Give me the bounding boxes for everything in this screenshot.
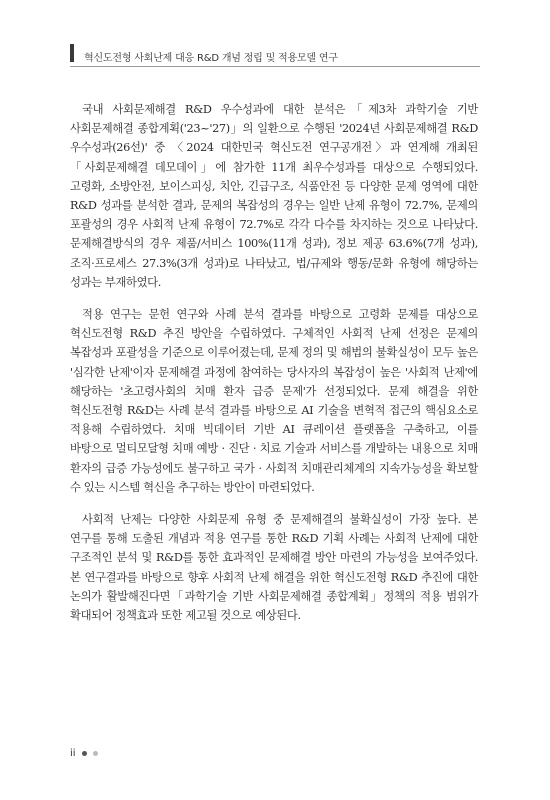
body-text	[70, 100, 478, 638]
header-accent-bar	[70, 44, 74, 62]
page-number: ii	[70, 748, 76, 759]
paragraph-1: 국내 사회문제해결 R&D 우수성과에 대한 분석은「제3차 과학기술 기반 사회문제해결 종합계획('23~'27)」의 일환으로 수행된 '2024년 사회문제해결 R&D 우수성과(26선)' 중 〈2024 대한민국 혁신도전 연구공개전〉과 연계해 개최된「사회문제해결 데모데이」에 참가한 11개 최우수성과를 대상으로 수행되었다. 고령화, 소방안전, 보이스피싱, 치안, 긴급구조, 식품안전 등 다양한 문제 영역에 대한 R&D 성과를 분석한 결과, 문제의 복잡성의 경우는 일반 난제 유형이 72.7%, 문제의 포괄성의 경우 사회적 난제 유형이 72.7%로 각각 다수를 차지하는 것으로 나타났다. 문제해결방식의 경우 제품/서비스 100%(11개 성과), 정보 제공 63.6%(7개 성과), 조직·프로세스 27.3%(3개 성과)로 나타났고, 법/규제와 행동/문화 유형에 해당하는 성과는 부재하였다.	[70, 103, 478, 289]
folio-dot-dark-icon	[82, 751, 87, 756]
paragraph-2: 적용 연구는 문헌 연구와 사례 분석 결과를 바탕으로 고령화 문제를 대상으로 혁신도전형 R&D 추진 방안을 수립하였다. 구체적인 사회적 난제 선정은 문제의 복잡성과 포괄성을 기준으로 이루어졌는데, 문제 정의 및 해법의 불확실성이 모두 높은 '심각한 난제'이자 문제해결 과정에 참여하는 당사자의 복잡성이 높은 '사회적 난제'에 해당하는 '초고령사회의 치매 환자 급증 문제'가 선정되었다. 문제 해결을 위한 혁신도전형 R&D는 사례 분석 결과를 바탕으로 AI 기술을 변혁적 접근의 핵심요소로 적용해 수립하였다. 치매 빅데이터 기반 AI 큐레이션 플랫폼을 구축하고, 이를 바탕으로 멀티모달형 치매 예방 · 진단 · 치료 기술과 서비스를 개발하는 내용으로 치매 환자의 급증 가능성에도 불구하고 국가 · 사회적 치매관리체계의 지속가능성을 확보할 수 있는 시스템 혁신을 추구하는 방안이 마련되었다.	[70, 308, 478, 494]
paragraph-3: 사회적 난제는 다양한 사회문제 유형 중 문제해결의 불확실성이 가장 높다. 본 연구를 통해 도출된 개념과 적용 연구를 통한 R&D 기획 사례는 사회적 난제에 대한 구조적인 분석 및 R&D를 통한 효과적인 문제해결 방안 마련의 가능성을 보여주었다. 본 연구결과를 바탕으로 향후 사회적 난제 해결을 위한 혁신도전형 R&D 추진에 대한 논의가 활발해진다면「과학기술 기반 사회문제해결 종합계획」정책의 적용 범위가 확대되어 정책효과 또한 제고될 것으로 예상된다.	[70, 513, 478, 623]
running-header-title: 혁신도전형 사회난제 대응 R&D 개념 정립 및 적용모델 연구	[84, 53, 338, 64]
running-header	[70, 44, 480, 70]
folio-dot-light-icon	[93, 751, 98, 756]
page-folio	[70, 748, 98, 759]
header-rule	[70, 66, 480, 67]
